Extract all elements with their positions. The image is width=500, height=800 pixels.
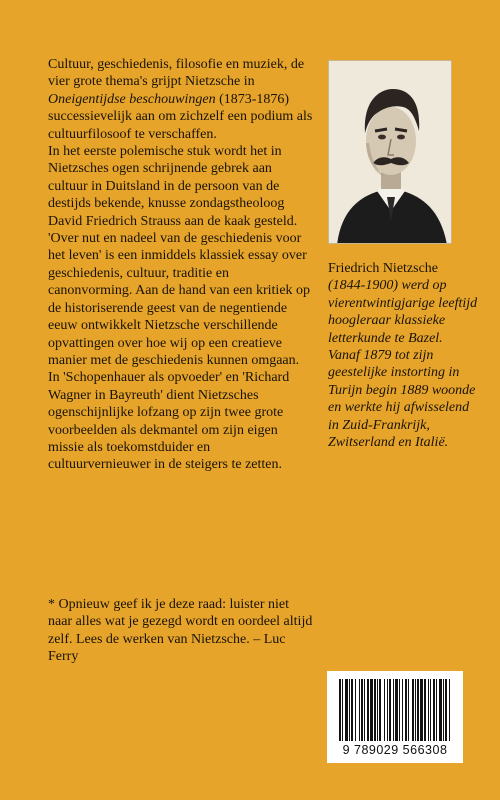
caption-name: Friedrich Nietzsche: [328, 261, 439, 276]
paragraph-history: 'Over nut en nadeel van de geschiedenis voor het leven' is een inmiddels klassiek essay over geschiedenis, cultuur, traditie en canonvorming. Aan de hand van een kritiek op de historiserende geest van de negentiende eeuw ontwikkelt Nietzsche verschillende opvattingen over hoe wij op een creatieve manier met de geschiedenis kunnen omgaan.: [48, 231, 311, 368]
book-title: Oneigentijdse beschouwingen: [48, 91, 216, 107]
nietzsche-portrait: [328, 60, 452, 244]
portrait-photo-icon: [329, 61, 452, 244]
isbn-number: 9 789029 566308: [342, 743, 448, 757]
back-cover-description: [48, 56, 313, 474]
isbn-barcode: [327, 671, 463, 763]
luc-ferry-quote: * Opnieuw geef ik je deze raad: luister niet naar alles wat je gezegd wordt en oordeel altijd zelf. Lees de werken van Nietzsche. – Luc Ferry: [48, 597, 313, 665]
intro-text-end: (1873-1876) successievelijk aan om zichzelf een podium als cultuurfilosoof te verschaffen.: [48, 91, 313, 142]
paragraph-strauss: In het eerste polemische stuk wordt het in Nietzsches ogen schrijnende gebrek aan cultuur in Duitsland in de persoon van de destijds bekende, knusse zondagstheoloog David Friedrich Strauss aan de kaak gesteld.: [48, 144, 298, 229]
portrait-caption: [328, 260, 478, 451]
paragraph-schopenhauer-wagner: In 'Schopenhauer als opvoeder' en 'Richard Wagner in Bayreuth' dient Nietzsches ogenschijnlijke lofzang op zijn twee grote voorbeelden als dekmantel om zijn eigen missie als toekomstduider en cultuurvernieuwer in de steigers te zetten.: [48, 370, 290, 473]
caption-biography: (1844-1900) werd op vierentwintigjarige leeftijd hoogleraar klassieke letterkunde te Bazel. Vanaf 1879 tot zijn geestelijke instorting in Turijn begin 1889 woonde en werkte hij afwisselend in Zuid-Frankrijk, Zwitserland en Italië.: [328, 278, 478, 451]
barcode-bars-icon: [337, 679, 453, 741]
paragraph-intro: [48, 56, 313, 143]
intro-text: Cultuur, geschiedenis, filosofie en muziek, de vier grote thema's grijpt Nietzsche in: [48, 57, 305, 90]
